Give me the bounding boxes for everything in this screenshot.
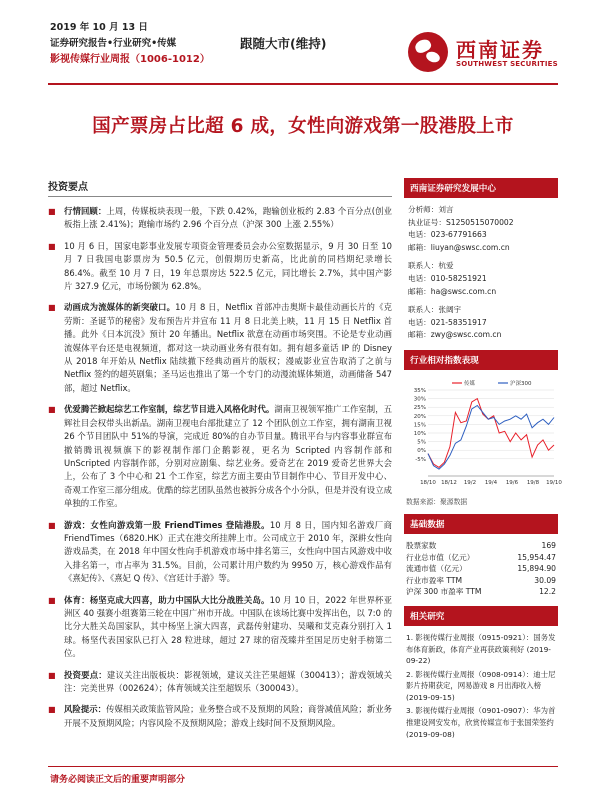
basic-data-row — [404, 540, 558, 552]
contact-line: 电话：023-67791663 — [408, 230, 487, 240]
company-logo — [408, 30, 558, 80]
bullet-item — [48, 205, 392, 232]
logo-text-cn: 西南证券 — [456, 38, 544, 62]
logo-emblem-icon — [408, 32, 448, 72]
bullet-text: 湖南卫视领军推广工作室制，五辉社目会权带头出新品。湖南卫视电台部批建立了 12 个团队创立工作室，拥有湖南卫视 26 个节目团队中 51%的导演，完成近 80%的自办节目量。腾讯平台与内容事业群宣布撤销腾讯视频旗下的影视制作部门企鹅影视，更名为 Scripted 内容制作部和 UnScripted 内容制作部，分别对应剧集、综艺业务。爱奇艺在 2019 爱奇艺世界大会上，公布了 3 个中心和 21 个工作室，综艺方面主要由节目制作中心、节目开发中心、奇观工作室三部分组成。优酷的综艺团队虽然也被拆分成各个小分队，但是并没有设立成单独的工作室。 — [64, 404, 393, 509]
sidebar — [404, 178, 562, 748]
chart-source: 数据来源：聚源数据 — [406, 497, 468, 506]
bullet-item — [48, 519, 392, 586]
bullet-text: 传媒相关政策监管风险；业务整合或不及预期的风险；商誉减值风险；新业务开展不及预期风险；内容风险不及预期风险；游戏上线时间不及预期风险。 — [64, 704, 393, 728]
basic-data-value: 12.2 — [539, 587, 556, 597]
bullet-text: 10 月 8 日，Netflix 首部冲击奥斯卡最佳动画长片的《克劳斯：圣诞节的秘密》发布预告片并宣布 11 月 8 日北美上映，11 月 15 日 Netflix 首播。此外《日本沉没》预计 20 年播出。Netflix 欲意在动画市场突围。不论是专业动画流媒体平台还是电视频道，都对这一块动画业务有很有如。拥有超多童话 IP 的 Disney 从 2018 年开始从 Netflix 陆续撤下经典动画片的版权；漫威影业宣告取消了之前与 Netflix 签约的超英剧集；圣马运也推出了第一个专门的动漫流媒体频道，动画储备 547 部，超过 Netflix。 — [64, 302, 392, 393]
analyst-contacts — [404, 204, 558, 342]
basic-data-section — [404, 514, 558, 598]
contact-line: 联系人：张阔宇 — [408, 305, 462, 315]
basic-data-label: 股票家数 — [406, 540, 437, 550]
y-tick-label: 30% — [413, 396, 426, 403]
contact-line: 联系人：杭爱 — [408, 261, 454, 271]
contact-line[interactable]: 邮箱：liuyan@swsc.com.cn — [408, 242, 510, 252]
x-tick-label: 19/6 — [505, 479, 519, 486]
chart-svg — [404, 376, 562, 494]
related-research-section — [404, 606, 558, 740]
bullet-lead: 优爱腾芒掀起综艺工作室制，综艺节目进入风格化时代。 — [64, 404, 275, 415]
y-tick-label: 5% — [417, 439, 426, 446]
relative-index-chart — [404, 376, 562, 494]
contact-line: 电话：010-58251921 — [408, 273, 487, 283]
report-title: 国产票房占比超 6 成，女性向游戏第一股港股上市 — [92, 116, 514, 137]
basic-data-label: 行业总市值（亿元） — [406, 552, 475, 562]
x-tick-label: 19/4 — [484, 479, 498, 486]
report-type: 证券研究报告•行业研究•传媒 — [50, 38, 177, 49]
chart-heading: 行业相对指数表现 — [404, 350, 558, 370]
basic-data-value: 30.09 — [534, 575, 556, 585]
related-research-item[interactable]: 2. 影视传媒行业周报（0908-0914）：迪士尼影片持期获定，网易游戏 8 月出海收入榜 (2019-09-15) — [406, 669, 556, 702]
bullet-item — [48, 669, 392, 696]
bullet-lead: 行情回顾： — [64, 206, 107, 216]
contact-line[interactable]: 邮箱：ha@swsc.com.cn — [408, 286, 497, 296]
basic-data-label: 沪深 300 市盈率 TTM — [406, 587, 482, 597]
basic-data-row — [404, 586, 558, 598]
x-tick-label: 18/12 — [441, 479, 457, 486]
bullet-item — [48, 240, 392, 294]
contact-line: 电话：021-58351917 — [408, 317, 487, 327]
basic-data-value: 15,954.47 — [517, 552, 556, 562]
basic-data-row — [404, 575, 558, 587]
bullet-lead: 动画成为流媒体的新突破口。 — [64, 302, 176, 313]
x-tick-label: 18/10 — [420, 479, 436, 486]
bullet-item — [48, 703, 392, 730]
related-research-heading: 相关研究 — [404, 606, 558, 626]
bullet-item — [48, 594, 392, 661]
report-date: 2019 年 10 月 13 日 — [50, 22, 148, 33]
bullet-lead: 投资要点： — [64, 669, 107, 680]
bullet-lead: 游戏：女性向游戏第一股 FriendTimes 登陆港股。 — [64, 519, 270, 530]
bullet-item — [48, 301, 392, 395]
basic-data-row — [404, 552, 558, 564]
bullet-item — [48, 403, 392, 510]
basic-data-row — [404, 563, 558, 575]
contact-line: 执业证号：S1250515070002 — [408, 217, 514, 227]
y-tick-label: 0% — [417, 448, 426, 455]
related-research-list — [404, 632, 558, 740]
y-tick-label: 20% — [413, 413, 426, 420]
x-tick-label: 19/8 — [526, 479, 540, 486]
bullet-text: 10 月 8 日，国内知名游戏厂商 FriendTimes（6820.HK）正式在港交所挂牌上市。公司成立于 2010 年，深耕女性向游戏品类，在 2018 年中国女性向手机游戏市场中排名第三，女性向中国古风游戏中收入排名第一，市占率为 31.5%。目前，公司累计用户数约为 9950 万，核心游戏作品有《熹妃传》、《熹妃 Q 传》、《宫廷计手游》等。 — [64, 519, 392, 584]
basic-data-value: 169 — [541, 540, 556, 550]
footer-divider — [48, 766, 558, 767]
basic-data-value: 15,894.90 — [517, 564, 556, 574]
bullet-text: 10 月 6 日，国家电影事业发展专项资金管理委员会办公室数据显示，9 月 30 日至 10月 7 日我国电影票房为 50.5 亿元，创假期历史新高，比此前的同档期纪录增长 86.4%。截至 10 月 7 日，19 年总票房达 522.5 亿元，同比增长 2.7%，其中国产影片 327.9 亿元，市场份额为 62.8%。 — [64, 240, 392, 292]
research-center-section — [404, 178, 558, 342]
y-tick-label: 25% — [413, 405, 426, 412]
research-center-heading: 西南证券研究发展中心 — [404, 178, 558, 198]
chart-section — [404, 350, 562, 506]
y-tick-label: -5% — [415, 456, 426, 463]
header-divider — [48, 83, 558, 85]
bullet-text: 上周，传媒板块表现一般，下跌 0.42%，跑输创业板约 2.83 个百分点(创业板指上涨 2.41%)；跑输市场约 2.96 个百分点（沪深 300 上涨 2.55%） — [64, 206, 392, 230]
rating: 跟随大市(维持) — [240, 36, 327, 51]
contact-line: 分析师：刘言 — [408, 205, 454, 214]
section-heading: 投资要点 — [48, 178, 392, 197]
legend-label: 传媒 — [464, 380, 476, 387]
legend-label: 沪深300 — [510, 380, 532, 387]
x-tick-label: 19/10 — [546, 479, 562, 486]
bullet-lead: 体育：杨坚克成大四喜，助力中国队大比分战胜关岛。 — [64, 594, 270, 605]
basic-data-label: 流通市值（亿元） — [406, 564, 467, 574]
bullet-text: 建议关注出版板块：影视领域，建议关注芒果超媒（300413）；游戏领域关注：完美世界（002624）；体育领域关注至超娱乐（300043）。 — [64, 669, 392, 693]
basic-data-heading: 基础数据 — [404, 514, 558, 534]
y-tick-label: 15% — [413, 422, 426, 429]
basic-data-label: 行业市盈率 TTM — [406, 575, 463, 585]
series-line-hs300 — [428, 405, 554, 469]
basic-data-table — [404, 540, 558, 598]
y-tick-label: 35% — [413, 387, 426, 394]
x-tick-label: 19/2 — [463, 479, 477, 486]
bullet-text: 10 月 10 日，2022 年世界杯亚洲区 40 强赛小组赛第三轮在中国广州市开战。中国队在该场比赛中发挥出色，以 7:0 的比分大胜关岛国家队，其中杨坚上演大四喜，武磊传射建功、吴曦和艾克森分别打入 1 球。杨坚代表国家队已打入 28 粒进球，超过 27 球的宿茂臻并至国足历史射手榜第二位。 — [64, 594, 392, 659]
logo-text-en: SOUTHWEST SECURITIES — [456, 60, 558, 68]
report-header-info — [50, 20, 210, 68]
contact-line[interactable]: 邮箱：zwy@swsc.com.cn — [408, 330, 502, 340]
report-name: 影视传媒行业周报（1006-1012） — [50, 54, 210, 65]
main-content — [48, 178, 392, 738]
related-research-item[interactable]: 3. 影视传媒行业周报（0901-0907）：华为首推建设网安发布，欣赏传媒宣布于张国荣签约 (2019-09-08) — [406, 706, 556, 739]
y-tick-label: 10% — [413, 430, 426, 437]
related-research-item[interactable]: 1. 影视传媒行业周报（0915-0921）：国务发布体育新政，体育产业再获政策利好 (2019-09-22) — [406, 632, 556, 666]
bullet-lead: 风险提示： — [64, 704, 107, 715]
footer-disclaimer: 请务必阅读正文后的重要声明部分 — [50, 775, 186, 785]
bullet-list — [48, 205, 392, 730]
